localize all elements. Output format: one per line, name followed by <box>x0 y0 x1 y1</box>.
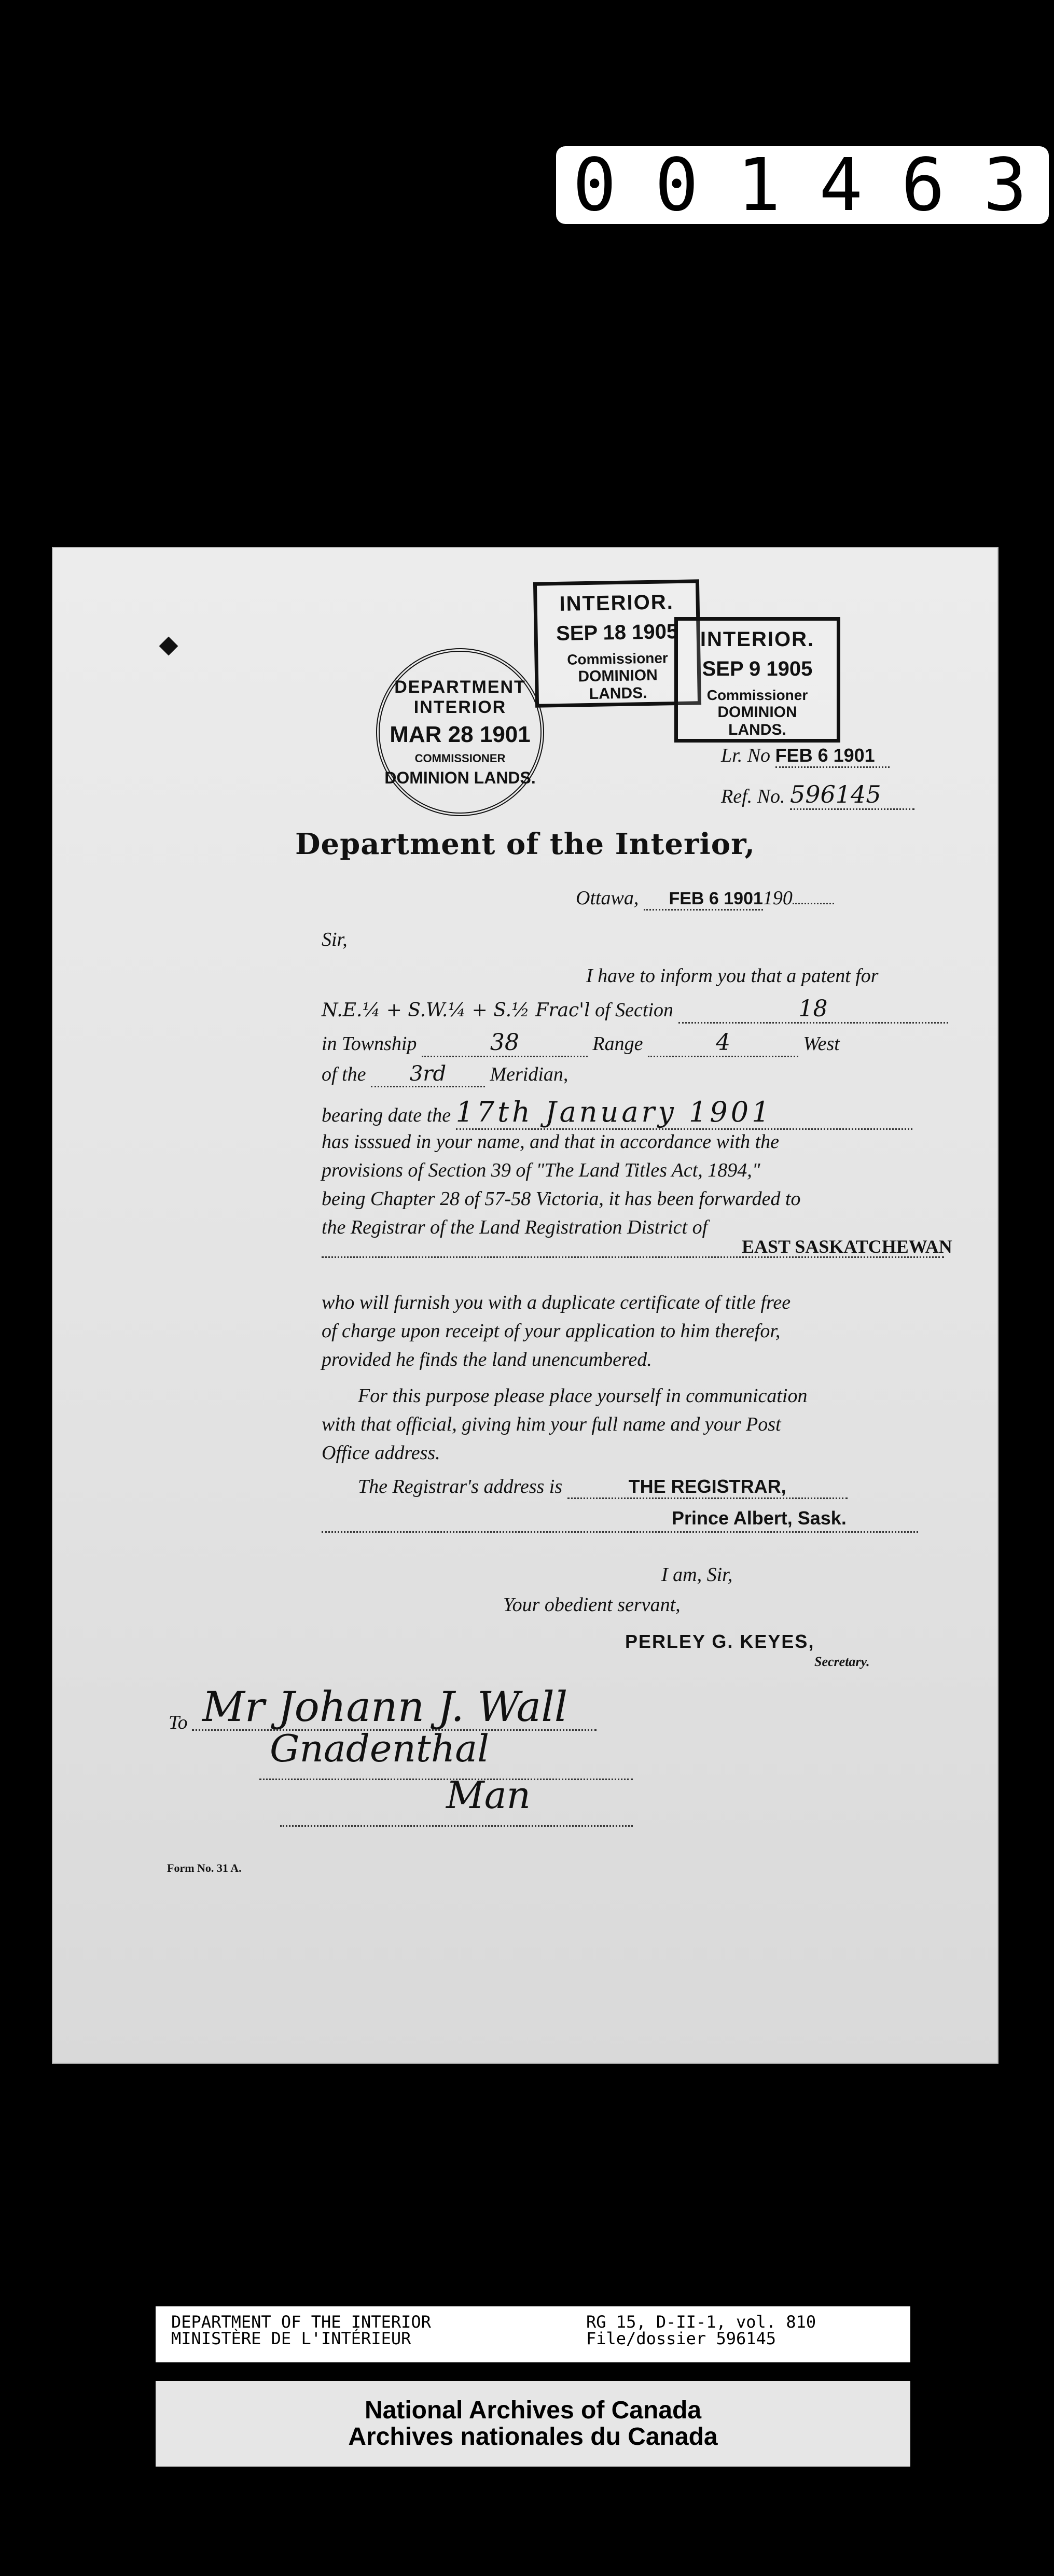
body-p7: provided he finds the land unencumbered. <box>322 1349 652 1370</box>
frame-digit: 0 <box>573 143 622 228</box>
body-p5: who will furnish you with a duplicate certificate of title free <box>322 1292 791 1313</box>
body-p9: with that official, giving him your full name and your Post <box>322 1413 781 1435</box>
body-p6: of charge upon receipt of your application to him therefor, <box>322 1320 781 1342</box>
form-number: Form No. 31 A. <box>167 1861 242 1874</box>
addressee-place: Gnadenthal <box>270 1727 490 1770</box>
parcel-row <box>322 996 954 1024</box>
bearing-label: bearing date the <box>322 1104 451 1126</box>
section-value: 18 <box>678 996 948 1024</box>
body-p3: being Chapter 28 of 57-58 Victoria, it has been forwarded to <box>322 1188 801 1210</box>
addressee-province: Man <box>446 1773 531 1817</box>
department-title: Department of the Interior, <box>295 827 756 861</box>
archives-english: National Archives of Canada <box>364 2397 702 2425</box>
archives-label <box>156 2381 910 2467</box>
meridian-value: 3rd <box>371 1062 485 1087</box>
addressee-line-3 <box>280 1825 633 1827</box>
range-label: Range <box>592 1033 643 1055</box>
body-line-1: I have to inform you that a patent for <box>586 965 879 987</box>
signer-title: Secretary. <box>814 1654 870 1669</box>
ottawa-label: Ottawa, <box>576 887 639 909</box>
of-the-label: of the <box>322 1063 366 1085</box>
meridian-row <box>322 1062 568 1087</box>
to-label: To <box>169 1712 188 1733</box>
ottawa-date: FEB 6 1901 <box>644 889 763 911</box>
of-section-label: of Section <box>595 999 674 1021</box>
closing-line-1: I am, Sir, <box>661 1564 733 1586</box>
frame-digit: 1 <box>737 143 786 228</box>
archive-reference-label <box>156 2306 910 2362</box>
parcel-value: N.E.¼ + S.W.¼ + S.½ Frac'l <box>322 1000 590 1021</box>
ref-number-row <box>721 780 914 810</box>
interior-stamp-sep18: INTERIOR. SEP 18 1905 Commissioner DOMINION LANDS. <box>533 579 701 708</box>
meridian-label: Meridian, <box>490 1063 568 1085</box>
file-dossier-ref: File/dossier 596145 <box>586 2329 776 2348</box>
interior-stamp-sep9: INTERIOR. SEP 9 1905 Commissioner DOMINION LANDS. <box>674 617 840 743</box>
frame-digit: 6 <box>901 143 950 228</box>
dept-interior-circle-stamp: DEPARTMENT INTERIOR MAR 28 1901 COMMISSIONER DOMINION LANDS. <box>376 648 544 816</box>
salutation: Sir, <box>322 929 348 950</box>
range-value: 4 <box>648 1029 798 1057</box>
archives-french: Archives nationales du Canada <box>348 2423 718 2451</box>
registrar-name: THE REGISTRAR, <box>567 1476 848 1499</box>
township-value: 38 <box>422 1029 588 1057</box>
letter-page <box>52 547 998 2064</box>
ref-label: Ref. No. <box>721 786 785 807</box>
record-group-ref: RG 15, D-II-1, vol. 810 <box>586 2312 816 2332</box>
bearing-date-row <box>322 1096 954 1130</box>
body-p1: has isssued in your name, and that in accordance with the <box>322 1131 779 1153</box>
lr-label: Lr. No <box>721 745 771 766</box>
body-p4: the Registrar of the Land Registration District of <box>322 1216 708 1238</box>
dept-english: DEPARTMENT OF THE INTERIOR <box>171 2312 431 2332</box>
bearing-date-value: 17th January 1901 <box>456 1096 912 1130</box>
ref-value: 596145 <box>790 780 914 810</box>
body-p8: For this purpose please place yourself in communication <box>358 1385 808 1407</box>
frame-number <box>556 143 1049 228</box>
lr-value: FEB 6 1901 <box>775 745 890 768</box>
addressee-name: Mr Johann J. Wall <box>202 1683 568 1731</box>
year-suffix: 190 <box>762 887 793 909</box>
district-value: EAST SASKATCHEWAN <box>742 1236 952 1257</box>
frame-digit: 4 <box>819 143 868 228</box>
west-label: West <box>803 1033 840 1055</box>
registrar-place: Prince Albert, Sask. <box>672 1507 847 1529</box>
body-p2: provisions of Section 39 of "The Land Titles Act, 1894," <box>322 1159 760 1181</box>
registrar-label: The Registrar's address is <box>358 1476 563 1497</box>
lr-number-row <box>721 744 890 768</box>
frame-digit: 3 <box>983 143 1032 228</box>
signer-name: PERLEY G. KEYES, <box>625 1631 815 1652</box>
registrar-row <box>358 1475 848 1499</box>
closing-line-2: Your obedient servant, <box>503 1594 681 1616</box>
township-label: in Township <box>322 1033 417 1055</box>
punch-mark <box>159 637 178 656</box>
frame-digit: 0 <box>655 143 704 228</box>
body-p10: Office address. <box>322 1442 440 1464</box>
township-row <box>322 1029 954 1057</box>
ottawa-date-row <box>576 887 834 911</box>
dept-french: MINISTÈRE DE L'INTÉRIEUR <box>171 2329 411 2348</box>
